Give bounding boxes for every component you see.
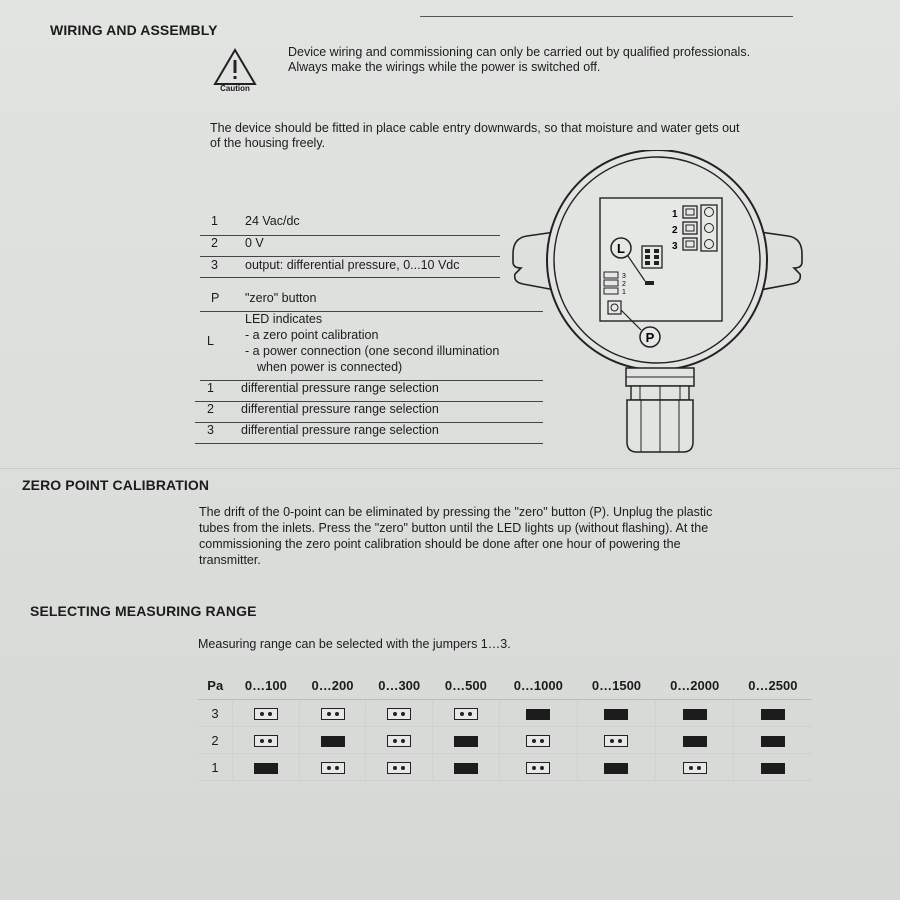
jumper-cell xyxy=(734,700,812,727)
jumper-cell xyxy=(499,754,577,781)
led-description: - a power connection (one second illumination xyxy=(245,344,500,358)
jumper-cell xyxy=(433,727,500,754)
led-description: LED indicates xyxy=(245,312,323,326)
jumper-closed-icon xyxy=(761,709,785,720)
jumper-closed-icon xyxy=(604,763,628,774)
jumper-open-icon xyxy=(387,708,411,720)
warning-line-1: Device wiring and commissioning can only be carried out by qualified professionals. xyxy=(288,45,751,59)
jumper-number: 3 xyxy=(207,423,214,437)
led-description: when power is connected) xyxy=(257,360,403,374)
jumper-closed-icon xyxy=(604,709,628,720)
jumper-open-icon xyxy=(526,762,550,774)
table-rule xyxy=(195,401,543,402)
jumper-description: differential pressure range selection xyxy=(241,402,439,416)
jumper-cell xyxy=(734,727,812,754)
cable-gland xyxy=(626,368,694,452)
jumper-closed-icon xyxy=(761,736,785,747)
jumper-description: differential pressure range selection xyxy=(241,381,439,395)
table-header-row xyxy=(198,671,812,700)
jumper-cell xyxy=(233,727,300,754)
range-heading: SELECTING MEASURING RANGE xyxy=(30,603,257,619)
jumper-open-icon xyxy=(683,762,707,774)
zero-line-2: tubes from the inlets. Press the "zero" button until the LED lights up (without flashing). At the xyxy=(199,521,709,535)
jumper-label-3: 3 xyxy=(622,273,626,280)
table-rule xyxy=(200,277,500,278)
jumper-cell xyxy=(366,754,433,781)
paper-fold xyxy=(0,468,900,469)
jumper-closed-icon xyxy=(526,709,550,720)
table-rule xyxy=(195,422,543,423)
jumper-cell xyxy=(499,727,577,754)
terminal-number: 1 xyxy=(211,214,218,228)
jumper-closed-icon xyxy=(454,736,478,747)
button-key: P xyxy=(211,291,220,305)
jumper-open-icon xyxy=(604,735,628,747)
range-column-header: 0…500 xyxy=(433,671,500,700)
wiring-heading: WIRING AND ASSEMBLY xyxy=(50,22,218,38)
terminal-number: 3 xyxy=(211,258,218,272)
zero-line-1: The drift of the 0-point can be eliminated by pressing the "zero" button (P). Unplug the plastic xyxy=(199,505,713,519)
jumper-row-label: 2 xyxy=(198,727,233,754)
led-description: - a zero point calibration xyxy=(245,328,379,342)
terminal-description: output: differential pressure, 0...10 Vdc xyxy=(245,258,460,272)
table-rule xyxy=(200,311,543,312)
table-rule xyxy=(200,256,500,257)
unit-header: Pa xyxy=(198,671,233,700)
jumper-cell xyxy=(577,700,655,727)
jumper-table-body xyxy=(198,700,812,781)
table-row xyxy=(198,754,812,781)
jumper-open-icon xyxy=(321,708,345,720)
range-column-header: 0…200 xyxy=(299,671,366,700)
warning-line-2: Always make the wirings while the power is switched off. xyxy=(288,60,601,74)
jumper-closed-icon xyxy=(321,736,345,747)
table-rule xyxy=(200,380,543,381)
zero-line-3: commissioning the zero point calibration should be done after one hour of powering the xyxy=(199,537,681,551)
range-column-header: 0…300 xyxy=(366,671,433,700)
zero-heading: ZERO POINT CALIBRATION xyxy=(22,477,210,493)
jumper-cell xyxy=(233,754,300,781)
jumper-open-icon xyxy=(526,735,550,747)
range-column-header: 0…1000 xyxy=(499,671,577,700)
caution-label: Caution xyxy=(220,84,250,93)
terminal-number: 2 xyxy=(211,236,218,250)
jumper-description: differential pressure range selection xyxy=(241,423,439,437)
zero-line-4: transmitter. xyxy=(199,553,261,567)
jumper-cell xyxy=(656,754,734,781)
jumper-open-icon xyxy=(387,762,411,774)
jumper-cell xyxy=(656,700,734,727)
range-intro: Measuring range can be selected with the jumpers 1…3. xyxy=(198,637,511,651)
jumper-open-icon xyxy=(387,735,411,747)
jumper-cell xyxy=(734,754,812,781)
jumper-cell xyxy=(366,700,433,727)
led-callout-label: L xyxy=(617,241,625,256)
terminal-label-2: 2 xyxy=(672,225,678,236)
fitting-line-1: The device should be fitted in place cable entry downwards, so that moisture and water gets out xyxy=(210,121,740,135)
jumper-cell xyxy=(366,727,433,754)
table-row xyxy=(198,700,812,727)
jumper-closed-icon xyxy=(454,763,478,774)
jumper-open-icon xyxy=(254,735,278,747)
jumper-open-icon xyxy=(454,708,478,720)
table-rule xyxy=(195,443,543,444)
jumper-cell xyxy=(299,700,366,727)
range-column-header: 0…2000 xyxy=(656,671,734,700)
terminal-description: 24 Vac/dc xyxy=(245,214,300,228)
jumper-open-icon xyxy=(254,708,278,720)
terminal-label-3: 3 xyxy=(672,241,678,252)
jumper-label-2: 2 xyxy=(622,281,626,288)
jumper-cell xyxy=(299,727,366,754)
device-diagram xyxy=(505,150,810,470)
fitting-line-2: of the housing freely. xyxy=(210,136,326,150)
header-rule xyxy=(420,16,793,17)
jumper-closed-icon xyxy=(761,763,785,774)
jumper-closed-icon xyxy=(683,709,707,720)
jumper-row-label: 1 xyxy=(198,754,233,781)
jumper-closed-icon xyxy=(683,736,707,747)
jumper-label-1: 1 xyxy=(622,289,626,296)
range-column-header: 0…1500 xyxy=(577,671,655,700)
jumper-row-label: 3 xyxy=(198,700,233,727)
warning-triangle-icon xyxy=(213,48,257,86)
jumper-cell xyxy=(433,754,500,781)
jumper-closed-icon xyxy=(254,763,278,774)
terminal-description: 0 V xyxy=(245,236,264,250)
circuit-board xyxy=(600,198,722,321)
jumper-range-table xyxy=(198,671,812,781)
led-key: L xyxy=(207,334,214,348)
jumper-cell xyxy=(656,727,734,754)
jumper-number: 1 xyxy=(207,381,214,395)
jumper-cell xyxy=(577,754,655,781)
terminal-label-1: 1 xyxy=(672,209,678,220)
table-row xyxy=(198,727,812,754)
jumper-cell xyxy=(499,700,577,727)
jumper-open-icon xyxy=(321,762,345,774)
range-column-header: 0…2500 xyxy=(734,671,812,700)
button-callout-label: P xyxy=(645,330,655,345)
led-indicator xyxy=(645,281,654,285)
jumper-cell xyxy=(577,727,655,754)
jumper-cell xyxy=(433,700,500,727)
jumper-number: 2 xyxy=(207,402,214,416)
range-column-header: 0…100 xyxy=(233,671,300,700)
jumper-cell xyxy=(299,754,366,781)
jumper-cell xyxy=(233,700,300,727)
button-description: "zero" button xyxy=(245,291,317,305)
caution-sign xyxy=(210,48,260,93)
table-rule xyxy=(200,235,500,236)
